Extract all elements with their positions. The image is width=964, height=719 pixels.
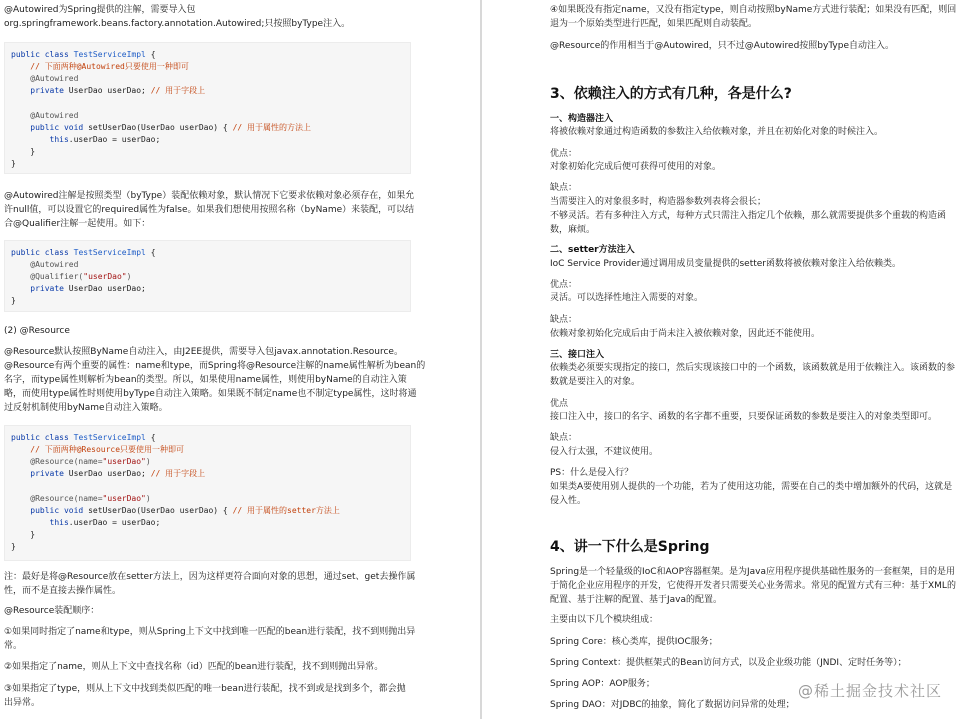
left-page [0,0,478,719]
code-block-autowired [4,42,411,174]
text-line: PS：什么是侵入行？ [550,468,634,478]
code-block-resource [4,425,411,561]
text-line: ②如果指定了name，则从上下文中查找名称（id）匹配的bean进行装配，找不到则抛出异常。 [4,662,384,672]
text-line: 侵入性。 [550,496,587,506]
text-line: 合@Qualifier注解一起使用。如下： [4,219,151,229]
code-line: public class TestServiceImpl { [11,433,156,442]
section-heading: 4、讲一下什么是Spring [550,539,710,555]
code-line: private UserDao userDao; // 用于字段上 [11,469,206,478]
page-divider [480,0,482,719]
text-line: 优点： [550,149,578,159]
text-line: Spring Context：提供框架式的Bean访问方式，以及企业级功能（JNDI、定时任务等）； [550,658,907,668]
text-line: 名字，而type属性则解析为bean的类型。所以，如果使用name属性，则使用byName的自动注入策 [4,375,407,385]
code-comment: // 下面两种@Resource只要使用一种即可 [11,445,185,454]
subsection-heading: 三、接口注入 [550,350,605,360]
text-line: Spring DAO：对JDBC的抽象，简化了数据访问异常的处理； [550,700,795,710]
code-line: public class TestServiceImpl { [11,248,156,257]
code-line: private UserDao userDao; [11,284,146,293]
code-line: } [11,147,36,156]
subsection-heading: 一、构造器注入 [550,114,614,124]
text-line: 缺点： [550,183,578,193]
text-line: ①如果同时指定了name和type，则从Spring上下文中找到唯一匹配的bean进行装配，找不到则抛出异 [4,627,416,637]
code-line: @Resource(name="userDao") [11,457,151,466]
text-line: 过反射机制使用byName自动注入策略。 [4,403,168,413]
code-block-qualifier [4,240,411,312]
code-line: public void setUserDao(UserDao userDao) { // 用于属性的setter方法上 [11,506,340,515]
text-line: 依赖类必须要实现指定的接口，然后实现该接口中的一个函数，该函数就是用于依赖注入。该函数的参 [550,363,956,373]
code-line: @Qualifier("userDao") [11,272,132,281]
text-line: 缺点： [550,315,578,325]
text-line: @Resource装配顺序： [4,606,100,616]
text-line: Spring Core：核心类库，提供IOC服务； [550,637,718,647]
code-line: this.userDao = userDao; [11,518,161,527]
text-line: ④如果既没有指定name，又没有指定type，则自动按照byName方式进行装配；如果没有匹配，则回 [550,5,957,15]
text-line: org.springframework.beans.factory.annotation.Autowired;只按照byType注入。 [4,19,351,29]
text-line: 接口注入中，接口的名字、函数的名字都不重要，只要保证函数的参数是要注入的对象类型即可。 [550,412,938,422]
text-line: IoC Service Provider通过调用成员变量提供的setter函数将被依赖对象注入给依赖类。 [550,259,902,269]
code-annotation: @Autowired [11,260,79,269]
text-line: 数就是要注入的对象。 [550,377,641,387]
text-line: 灵活。可以选择性地注入需要的对象。 [550,293,704,303]
text-line: 侵入行太强，不建议使用。 [550,447,659,457]
section-heading: 3、依赖注入的方式有几种，各是什么? [550,86,792,102]
code-line: public class TestServiceImpl { [11,50,156,59]
code-line: @Resource(name="userDao") [11,494,151,503]
text-line: 优点： [550,280,578,290]
code-comment: // 下面两种@Autowired只要使用一种即可 [11,62,189,71]
text-line: 缺点： [550,433,578,443]
subsection-heading: 二、setter方法注入 [550,245,635,255]
code-line: } [11,159,16,168]
text-line: 注：最好是将@Resource放在setter方法上，因为这样更符合面向对象的思想，通过set、get去操作属 [4,572,416,582]
text-line: 数，麻烦。 [550,225,596,235]
text-line: @Resource有两个重要的属性：name和type，而Spring将@Resource注解的name属性解析为bean的 [4,361,426,371]
text-line: 优点 [550,399,569,409]
text-line: 于简化企业应用程序的开发，它使得开发者只需要关心业务需求。常见的配置方式有三种：基于XML的 [550,581,956,591]
text-line: 不够灵活。若有多种注入方式，每种方式只需注入指定几个依赖，那么就需要提供多个重载的构造函 [550,211,947,221]
code-line: } [11,542,16,551]
text-line: 依赖对象初始化完成后由于尚未注入被依赖对象，因此还不能使用。 [550,329,821,339]
subheading: (2) @Resource [4,326,70,336]
text-line: 如果类A要使用别人提供的一个功能，若为了使用这功能，需要在自己的类中增加额外的代码，这就是 [550,482,953,492]
text-line: 出异常。 [4,698,41,708]
code-line: public void setUserDao(UserDao userDao) { // 用于属性的方法上 [11,123,312,132]
text-line: ③如果指定了type，则从上下文中找到类似匹配的唯一bean进行装配，找不到或是找到多个，都会抛 [4,684,406,694]
text-line: Spring是一个轻量级的IoC和AOP容器框架。是为Java应用程序提供基础性服务的一套框架，目的是用 [550,567,956,577]
text-line: 常。 [4,641,23,651]
text-line: 性，而不是直接去操作属性。 [4,586,122,596]
text-line: @Autowired注解是按照类型（byType）装配依赖对象，默认情况下它要求依赖对象必须存在，如果允 [4,191,415,201]
text-line: 退为一个原始类型进行匹配，如果匹配则自动装配。 [550,19,758,29]
text-line: 略，而使用type属性时则使用byType自动注入策略。如果既不制定name也不制定type属性，这时将通 [4,389,417,399]
code-annotation: @Autowired [11,74,79,83]
right-page [484,0,964,719]
text-line: 对象初始化完成后便可获得可使用的对象。 [550,162,722,172]
code-line: this.userDao = userDao; [11,135,161,144]
text-line: Spring AOP：AOP服务； [550,679,655,689]
text-line: @Resource默认按照ByName自动注入，由J2EE提供，需要导入包javax.annotation.Resource。 [4,347,403,357]
text-line: @Resource的作用相当于@Autowired，只不过@Autowired按照byType自动注入。 [550,41,895,51]
watermark: @稀土掘金技术社区 [797,682,942,700]
text-line: 将被依赖对象通过构造函数的参数注入给依赖对象，并且在初始化对象的时候注入。 [550,127,884,137]
code-line: private UserDao userDao; // 用于字段上 [11,86,206,95]
text-line: 许null值，可以设置它的required属性为false。如果我们想使用按照名称（byName）来装配，可以结 [4,205,415,215]
text-line: 配置、基于注解的配置、基于Java的配置。 [550,595,723,605]
code-annotation: @Autowired [11,111,79,120]
text-line: @Autowired为Spring提供的注解，需要导入包 [4,5,196,15]
code-line: } [11,296,16,305]
text-line: 当需要注入的对象很多时，构造器参数列表将会很长； [550,197,767,207]
text-line: 主要由以下几个模块组成： [550,615,659,625]
code-line: } [11,530,36,539]
